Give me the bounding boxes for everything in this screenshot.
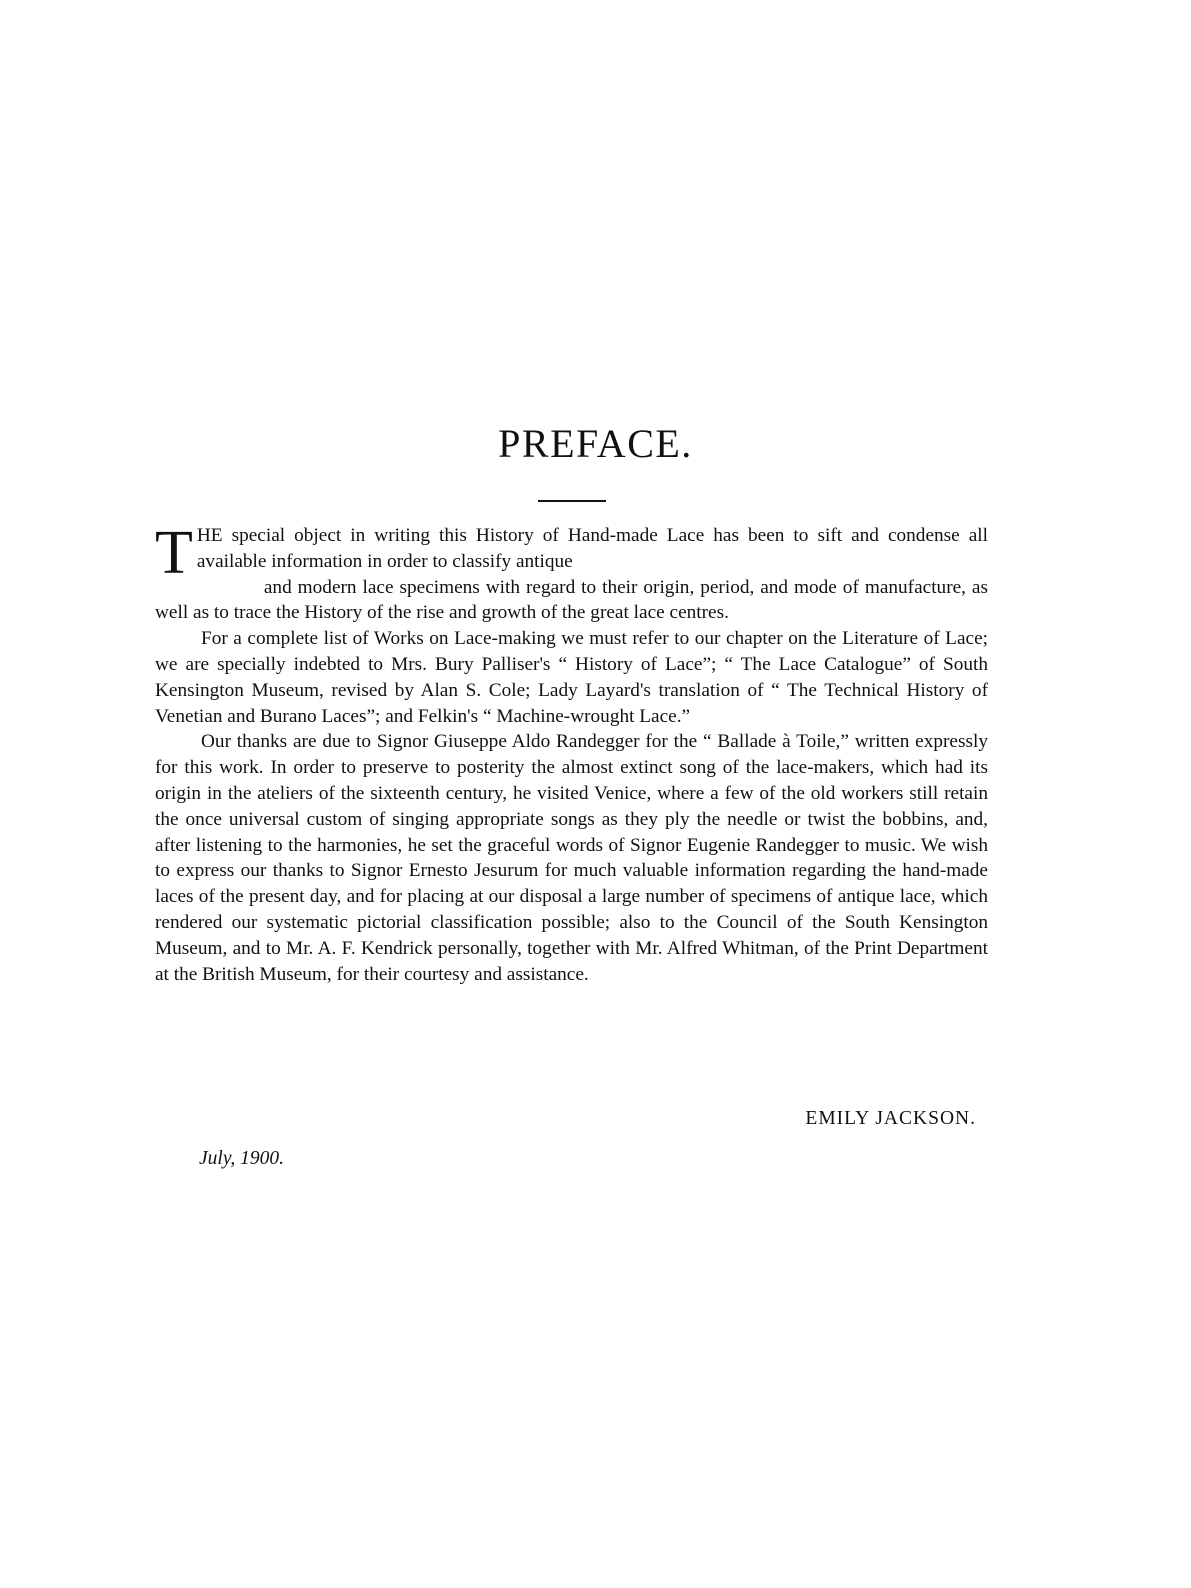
paragraph-1-text-c: and modern lace specimens with regard to their origin, period, and mode of manufacture, as well as to trace the History of the rise and growth of the great lace centres.	[155, 576, 988, 624]
paragraph-3: Our thanks are due to Signor Giuseppe Aldo Randegger for the “ Ballade à Toile,” written expressly for this work. In order to preserve to posterity the almost extinct song of the lace-makers, which had its origin in the ateliers of the sixteenth century, he visited Venice, where a few of the old workers still retain the once universal custom of singing appropriate songs as they ply the needle or twist the bobbins, and, after listening to the harmonies, he set the graceful words of Signor Eugenie Randegger to music. We wish to express our thanks to Signor Ernesto Jesurum for much valuable information regarding the hand-made laces of the present day, and for placing at our disposal a large number of specimens of antique lace, which rendered our systematic pictorial classification possible; also to the Council of the South Kensington Museum, and to Mr. A. F. Kendrick personally, together with Mr. Alfred Whitman, of the Print Department at the British Museum, for their courtesy and assistance.	[155, 731, 988, 985]
paragraph-1-text-a: HE special object in writing this History of Hand-made Lace has been to	[196, 525, 809, 546]
page-title: PREFACE.	[498, 421, 693, 466]
author-signature: EMILY JACKSON.	[805, 1108, 976, 1129]
paragraph-2: For a complete list of Works on Lace-making we must refer to our chapter on the Literature of Lace; we are specially indebted to Mrs. Bury Palliser's “ History of Lace”; “ The Lace Catalogue” of South Kensington Museum, revised by Alan S. Cole; Lady Layard's translation of “ The Technical History of Venetian and Burano Laces”; and Felkin's “ Machine-wrought Lace.”	[155, 628, 988, 727]
title-divider	[538, 500, 606, 502]
paragraph-1-text-b: sift and condense all available information in order to classify antique	[196, 525, 989, 572]
drop-cap: T	[155, 519, 193, 587]
preface-body	[155, 519, 989, 987]
preface-date: July, 1900.	[199, 1148, 285, 1169]
paragraph-1-line-1	[155, 519, 989, 626]
paragraph-1	[155, 519, 989, 626]
